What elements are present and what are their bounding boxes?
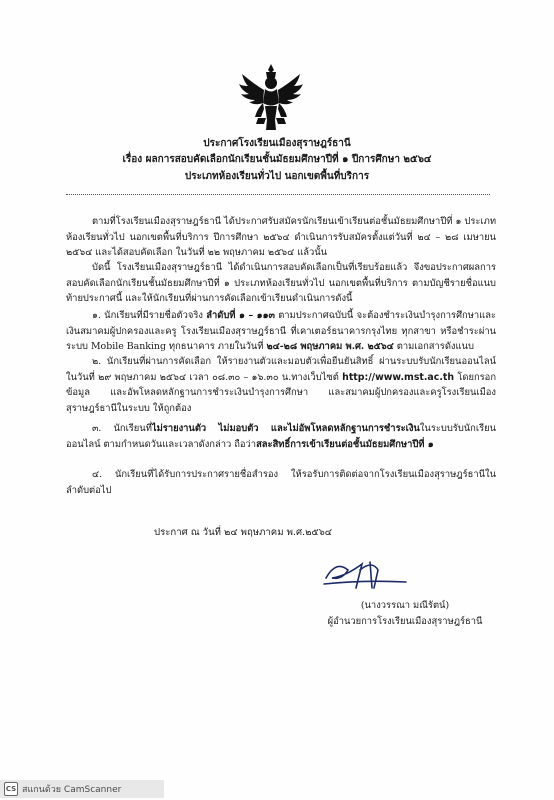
- item-3-conditions: ไม่รายงานตัว ไม่มอบตัว และไม่อัพโหลดหลักฐานการชำระเงิน: [151, 423, 420, 434]
- camscanner-watermark: [0, 780, 164, 798]
- item-1-text-end: ตามเอกสารดังแนบ: [393, 341, 474, 352]
- item-3-forfeit: สละสิทธิ์การเข้าเรียนต่อชั้นมัธยมศึกษาปีที่ ๑: [256, 438, 434, 450]
- item-1-rank-range: ลำดับที่ ๑ – ๑๑๓: [206, 310, 275, 321]
- website-link[interactable]: http://www.mst.ac.th: [342, 371, 455, 383]
- item-1-payment-dates: ๒๔-๒๘ พฤษภาคม พ.ศ. ๒๕๖๔: [266, 341, 394, 352]
- camscanner-badge: CS: [4, 782, 18, 796]
- handwritten-signature: [320, 556, 410, 592]
- item-2-text-end: โดยกรอกข้อมูล และอัพโหลดหลักฐานการชำระเงินบำรุงการศึกษา และสมาคมผู้ปกครองและครูโรงเรียนเมืองสุราษฎร์ธานีในระบบ ให้ถูกต้อง: [66, 371, 496, 414]
- announcement-title: ประกาศโรงเรียนเมืองสุราษฎร์ธานี: [203, 138, 351, 149]
- paragraph-results: บัดนี้ โรงเรียนเมืองสุราษฎร์ธานี ได้ดำเนินการสอบคัดเลือกเป็นที่เรียบร้อยแล้ว จึงขอประกาศผลการสอบคัดเลือกนักเรียนชั้นมัธยมศึกษาปีที่ ๑ ประเภทห้องเรียนทั่วไป นอกเขตพื้นที่บริการ ตามบัญชีรายชื่อแนบท้ายประกาศนี้ และให้นักเรียนที่ผ่านการคัดเลือกเข้าเรียนดำเนินการดังนี้: [66, 262, 496, 304]
- announcement-subject: เรื่อง ผลการสอบคัดเลือกนักเรียนชั้นมัธยมศึกษาปีที่ ๑ ปีการศึกษา ๒๕๖๔: [122, 154, 432, 165]
- signature-block: [300, 598, 510, 630]
- list-item-3: [66, 421, 496, 452]
- garuda-emblem-icon: [238, 62, 304, 132]
- list-item-4: ๔. นักเรียนที่ได้รับการประกาศรายชื่อสำรอง ให้รอรับการติดต่อจากโรงเรียนเมืองสุราษฎร์ธานีในลำดับต่อไป: [66, 469, 496, 496]
- camscanner-text: สแกนด้วย CamScanner: [22, 785, 122, 795]
- item-3-text: ๓. นักเรียนที่: [92, 423, 152, 434]
- signer-title: ผู้อำนวยการโรงเรียนเมืองสุราษฎร์ธานี: [327, 616, 483, 627]
- header-divider: [66, 194, 490, 195]
- paragraph-background: ตามที่โรงเรียนเมืองสุราษฎร์ธานี ได้ประกาศรับสมัครนักเรียนเข้าเรียนต่อชั้นมัธยมศึกษาปีที่ ๑ ประเภทห้องเรียนทั่วไป นอกเขตพื้นที่บริการ ปีการศึกษา ๒๕๖๔ ดำเนินการรับสมัครตั้งแต่วันที่ ๒๔ – ๒๘ เมษายน ๒๕๖๔ และได้สอบคัดเลือก ในวันที่ ๒๒ พฤษภาคม ๒๕๖๔ แล้วนั้น: [66, 216, 496, 258]
- announcement-date: ประกาศ ณ วันที่ ๒๔ พฤษภาคม พ.ศ.๒๕๖๔: [154, 527, 333, 538]
- item-3-text-mid: ในระบบรับนักเรียนออนไลน์ ตามกำหนดวันและเวลาดังกล่าว ถือว่า: [66, 423, 496, 450]
- item-1-text-cont: ตามประกาศฉบับนี้ จะต้องชำระเงินบำรุงการศึกษาและเงินสมาคมผู้ปกครองและครู โรงเรียนเมืองสุราษฎร์ธานี ที่เคาเตอร์ธนาคารกรุงไทย ทุกสาขา หรือชำระผ่านระบบ Mobile Banking ทุกธนาคาร ภายในวันที่: [66, 310, 496, 352]
- signer-name: (นางวรรณา มณีรัตน์): [360, 600, 450, 611]
- announcement-category: ประเภทห้องเรียนทั่วไป นอกเขตพื้นที่บริการ: [184, 171, 370, 182]
- item-1-text: ๑. นักเรียนที่มีรายชื่อตัวจริง: [92, 310, 207, 321]
- list-item-1: [66, 308, 496, 355]
- list-item-2: [66, 354, 496, 416]
- item-2-text: ๒. นักเรียนที่ผ่านการคัดเลือก ให้รายงานตัวและมอบตัวเพื่อยืนยันสิทธิ์ ผ่านระบบรับนักเรียนออนไลน์ ในวันที่ ๒๙ พฤษภาคม ๒๕๖๔ เวลา ๐๘.๓๐ – ๑๖.๓๐ น.ทางเว็บไซต์: [66, 356, 496, 383]
